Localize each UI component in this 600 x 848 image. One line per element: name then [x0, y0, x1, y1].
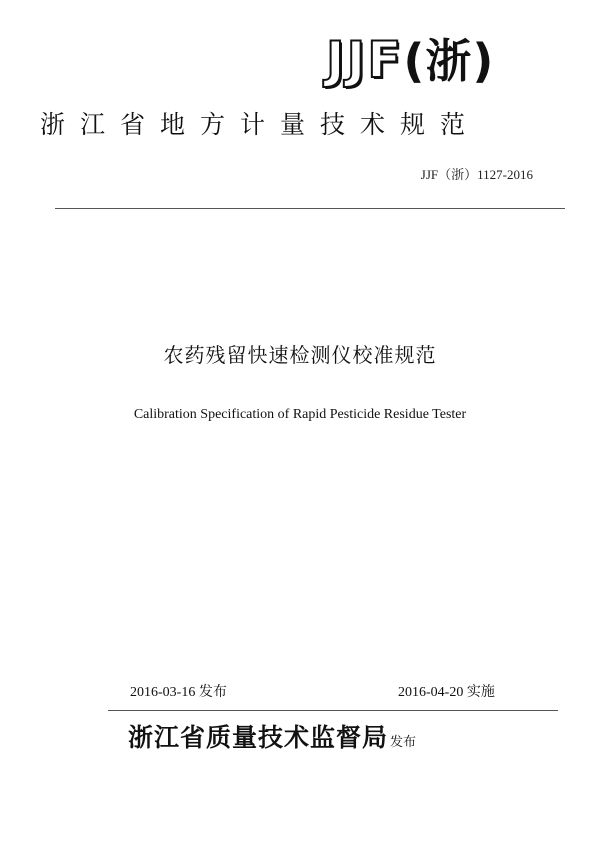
issue-date: 2016-03-16 发布	[130, 685, 227, 700]
jjf-logo	[326, 30, 494, 91]
issuer-name: 浙江省质量技术监督局	[128, 723, 389, 752]
implementation-date: 2016-04-20 实施	[398, 685, 495, 700]
logo-province: (浙)	[403, 34, 495, 88]
bottom-divider	[108, 710, 558, 711]
top-divider	[55, 208, 565, 209]
logo-code: JJF	[326, 31, 404, 89]
issuer-suffix: 发布	[390, 735, 417, 750]
title-english: Calibration Specification of Rapid Pesticide Residue Tester	[133, 407, 467, 422]
document-number: JJF（浙）1127-2016	[420, 167, 533, 182]
issuing-authority	[128, 720, 416, 761]
title-chinese: 农药残留快速检测仪校准规范	[163, 343, 437, 367]
standard-category: 浙江省地方计量技术规范	[40, 110, 481, 139]
